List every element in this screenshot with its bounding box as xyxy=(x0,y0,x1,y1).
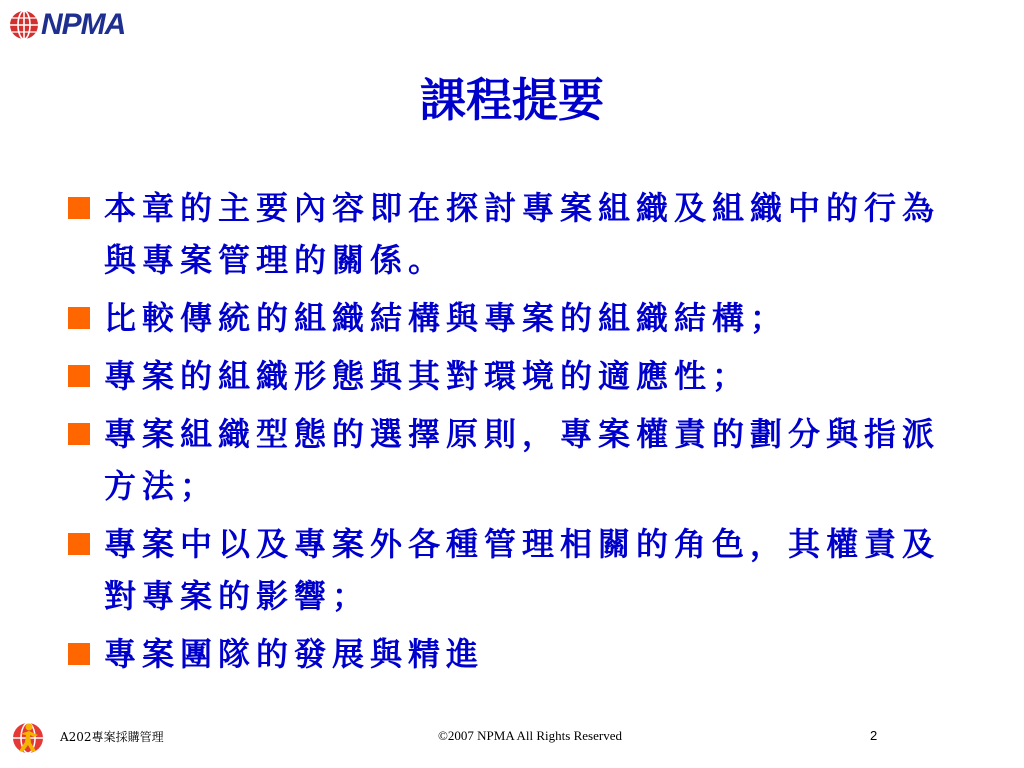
square-bullet-icon xyxy=(68,423,90,445)
copyright-text: ©2007 NPMA All Rights Reserved xyxy=(438,728,622,743)
globe-icon xyxy=(8,9,40,41)
slide-footer xyxy=(0,718,1024,758)
person-globe-icon xyxy=(8,718,48,758)
bullet-item xyxy=(68,518,948,622)
bullet-list xyxy=(68,182,948,686)
square-bullet-icon xyxy=(68,643,90,665)
bullet-item xyxy=(68,408,948,512)
logo-text: NPMA xyxy=(41,8,126,41)
course-name: A202專案採購管理 xyxy=(60,730,164,744)
square-bullet-icon xyxy=(68,365,90,387)
bullet-text: 專案團隊的發展與精進 xyxy=(104,635,485,673)
bullet-item xyxy=(68,292,948,344)
bullet-item xyxy=(68,350,948,402)
slide-title: 課程提要 xyxy=(420,73,604,127)
bullet-text: 專案的組織形態與其對環境的適應性； xyxy=(104,357,751,395)
square-bullet-icon xyxy=(68,307,90,329)
bullet-text: 專案中以及專案外各種管理相關的角色，其權責及對專案的影響； xyxy=(104,525,941,615)
bullet-text: 專案組織型態的選擇原則，專案權責的劃分與指派方法； xyxy=(104,415,941,505)
bullet-text: 本章的主要內容即在探討專案組織及組織中的行為與專案管理的關係。 xyxy=(104,189,941,279)
square-bullet-icon xyxy=(68,197,90,219)
bullet-text: 比較傳統的組織結構與專案的組織結構； xyxy=(104,299,789,337)
npma-logo xyxy=(8,8,125,42)
square-bullet-icon xyxy=(68,533,90,555)
bullet-item xyxy=(68,182,948,286)
bullet-item xyxy=(68,628,948,680)
page-number: 2 xyxy=(870,728,878,743)
